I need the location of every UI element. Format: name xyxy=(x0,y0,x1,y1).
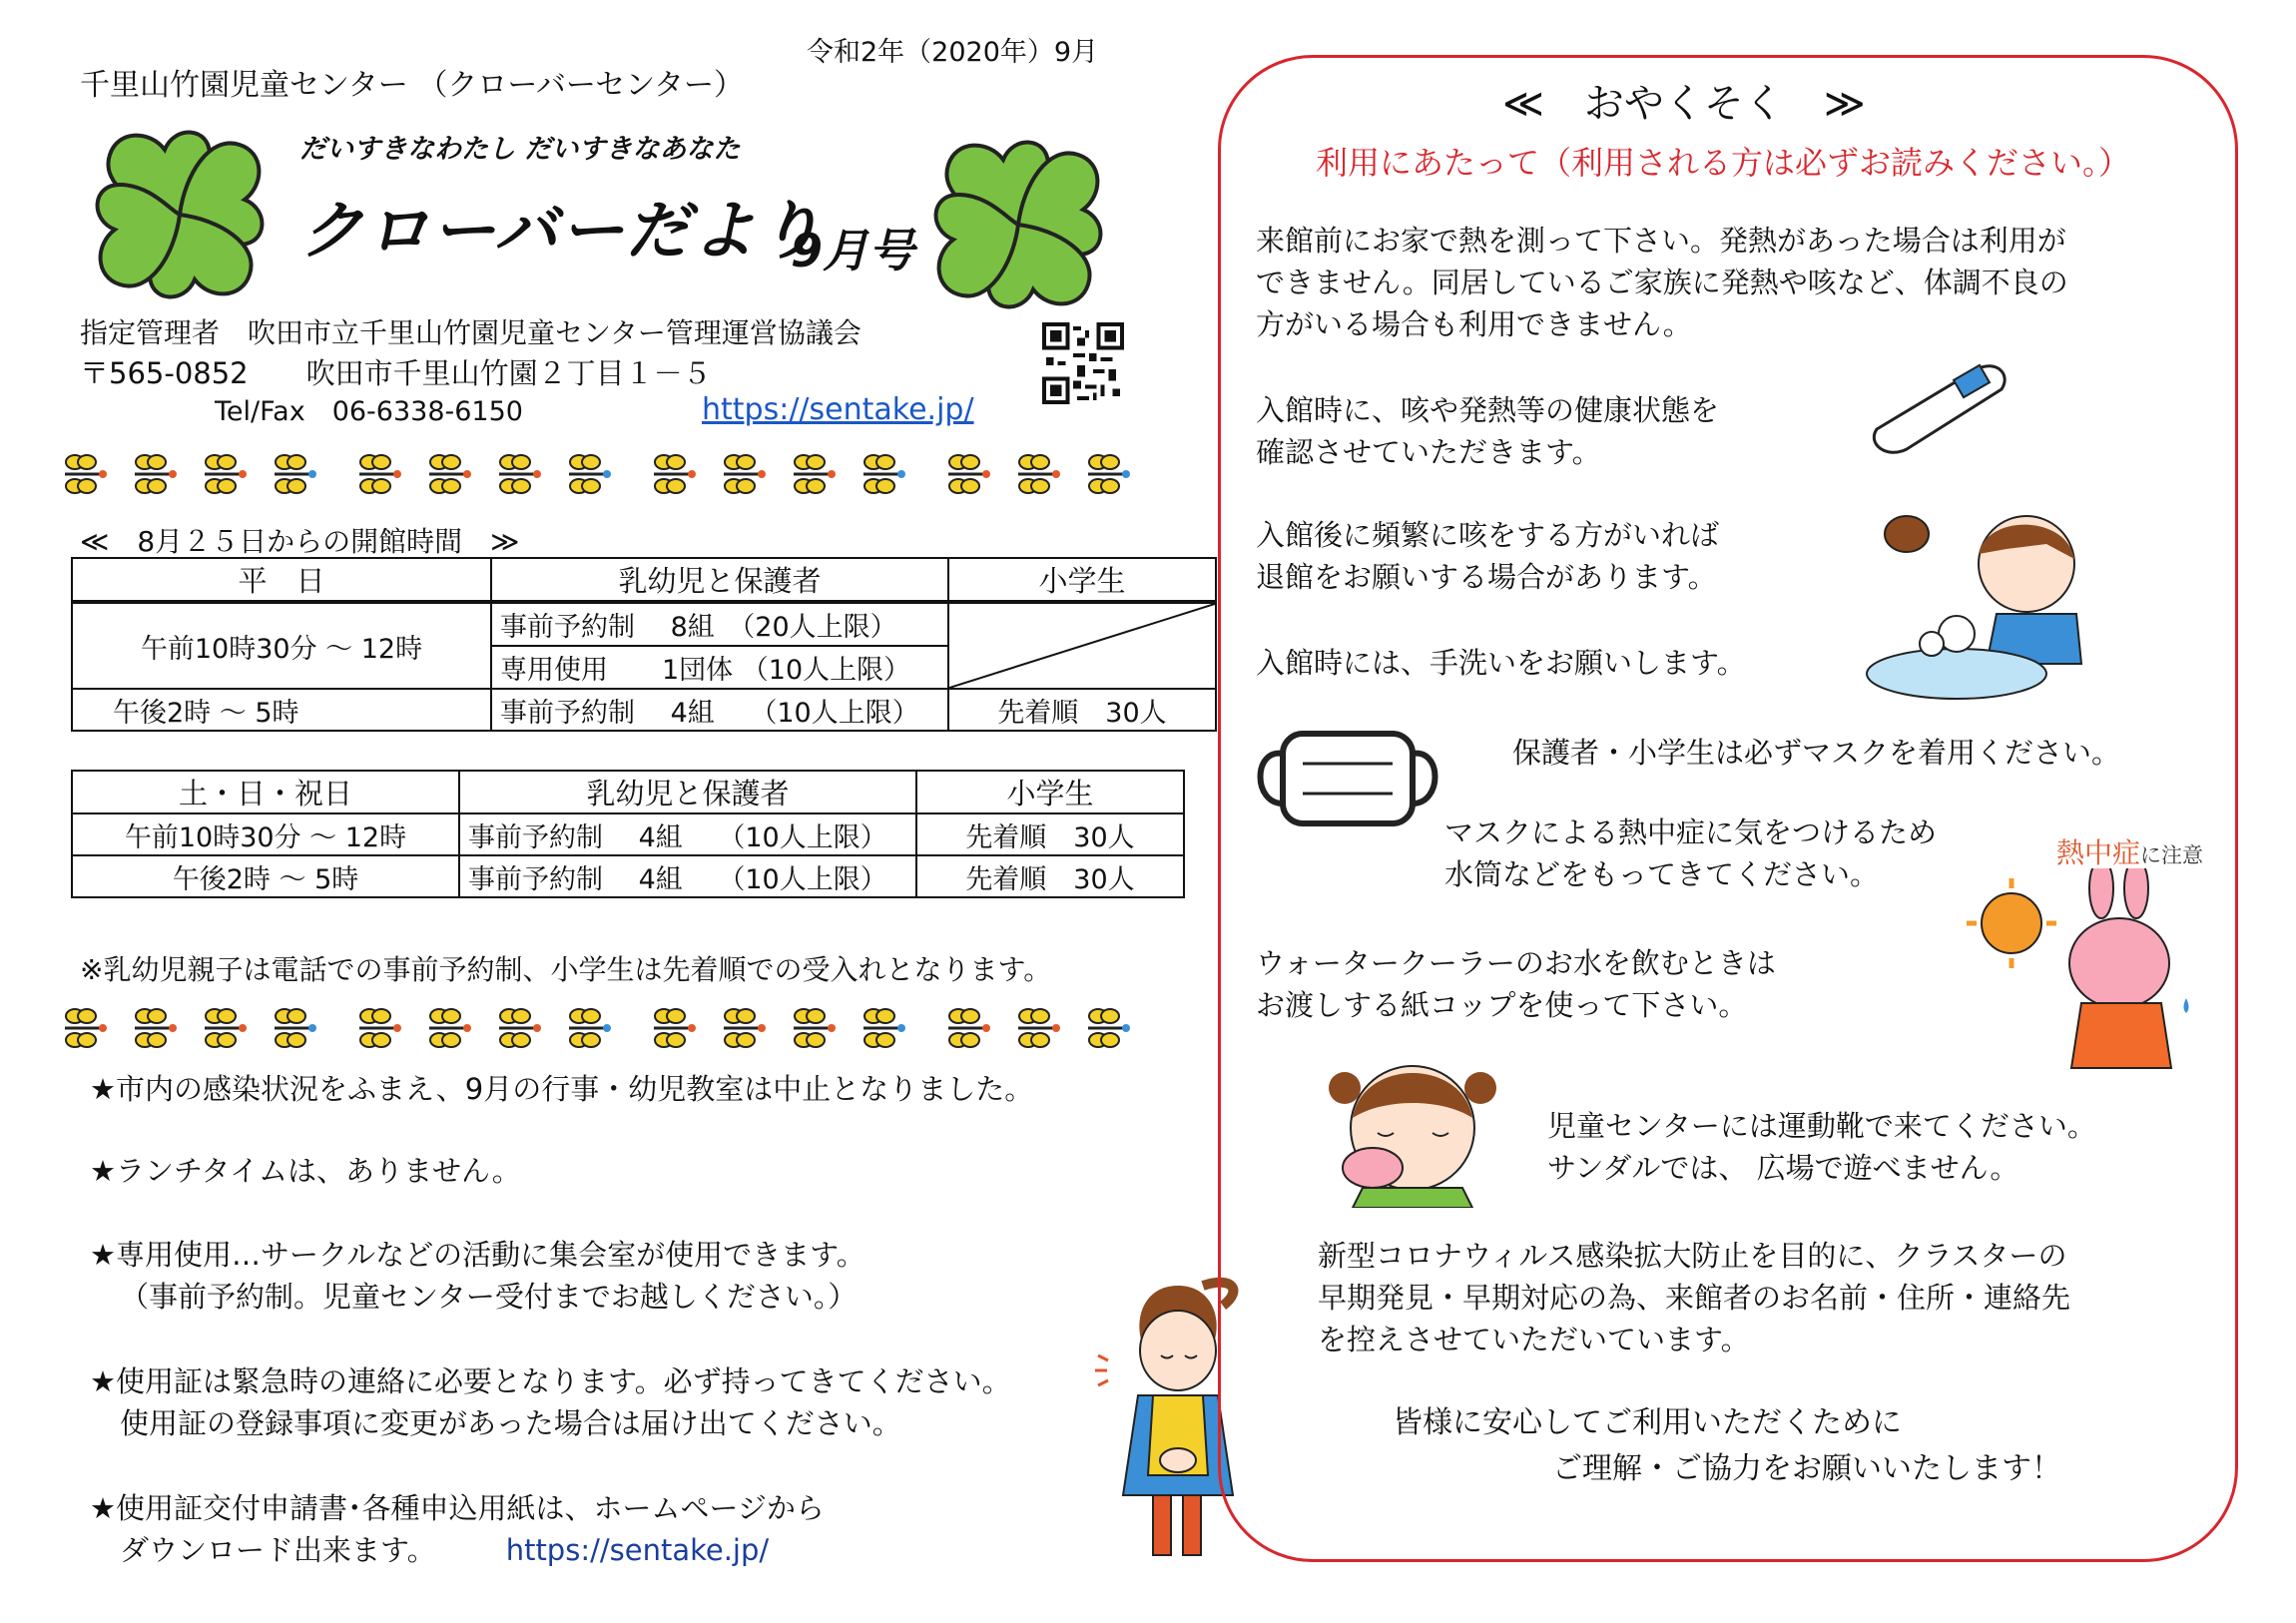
table-cell: 先着順 30人 xyxy=(948,689,1216,731)
rules-title: ≪ おやくそく ≫ xyxy=(1502,81,1866,127)
table-cell: 事前予約制 4組 （10人上限） xyxy=(459,855,916,897)
rule-mask: 保護者・小学生は必ずマスクを着用ください。 xyxy=(1512,736,2121,770)
dragonfly-border-top xyxy=(60,444,1198,504)
notice-line: 使用証の登録事項に変更があった場合は届け出てください。 xyxy=(120,1406,901,1440)
rule-contact-tracing xyxy=(1318,1235,2070,1360)
table-header: 乳幼児と保護者 xyxy=(491,558,948,602)
table-cell: 午後2時 ～ 5時 xyxy=(72,689,491,731)
table-row xyxy=(72,813,1184,855)
address-line: 〒565-0852 吹田市千里山竹園２丁目１－５ xyxy=(80,356,712,390)
rule-line: 新型コロナウィルス感染拡大防止を目的に、クラスターの xyxy=(1318,1239,2067,1273)
table-cell: 専用使用 1団体 （10人上限） xyxy=(491,646,948,689)
rule-line: を控えさせていただいています。 xyxy=(1318,1323,1750,1356)
drinking-girl-illustration xyxy=(1323,1048,1502,1208)
heatstroke-warning-label xyxy=(2056,831,2203,871)
heat-label-small: に注意 xyxy=(2140,843,2204,867)
clover-left-icon xyxy=(80,115,280,314)
table-cell: 午後2時 ～ 5時 xyxy=(72,855,459,897)
issue-date: 令和2年（2020年）9月 xyxy=(807,37,1099,68)
notice-text: ダウンロード出来ます。 xyxy=(120,1533,436,1567)
rule-health-check xyxy=(1256,389,1719,473)
rule-shoes xyxy=(1547,1105,2096,1189)
notice-forms xyxy=(90,1487,825,1571)
sun-rabbit-illustration xyxy=(1952,868,2201,1098)
diagonal-cell xyxy=(948,602,1216,689)
table-header-row xyxy=(72,771,1184,813)
table-cell: 事前予約制 8組 （20人上限） xyxy=(491,602,948,646)
rule-line: 水筒などをもってきてください。 xyxy=(1444,857,1880,891)
manager-line: 指定管理者 吹田市立千里山竹園児童センター管理運営協議会 xyxy=(80,316,861,349)
rule-line: 児童センターには運動靴で来てください。 xyxy=(1547,1109,2096,1143)
table-cell: 午前10時30分 ～ 12時 xyxy=(72,813,459,855)
table-cell: 午前10時30分 ～ 12時 xyxy=(72,602,491,689)
weekend-hours-table xyxy=(71,770,1185,898)
table-header: 小学生 xyxy=(916,771,1184,813)
weekday-hours-table xyxy=(71,557,1217,732)
table-header: 平 日 xyxy=(72,558,491,602)
rule-line: マスクによる熱中症に気をつけるため xyxy=(1444,815,1938,849)
rule-line: 入館時に、咳や発熱等の健康状態を xyxy=(1256,393,1720,427)
rule-line: 早期発見・早期対応の為、来館者のお名前・住所・連絡先 xyxy=(1318,1281,2071,1315)
dragonfly-border-bottom xyxy=(60,998,1198,1058)
thermometer-icon xyxy=(1857,349,2016,459)
rule-water-cooler xyxy=(1256,942,1776,1026)
table-header: 乳幼児と保護者 xyxy=(459,771,916,813)
notice-line xyxy=(90,1529,825,1571)
heat-label-main: 熱中症 xyxy=(2056,836,2141,869)
rule-line: お渡しする紙コップを使って下さい。 xyxy=(1256,988,1748,1022)
table-header: 小学生 xyxy=(948,558,1216,602)
table-row xyxy=(72,602,1216,646)
table-cell: 先着順 30人 xyxy=(916,855,1184,897)
table-row xyxy=(72,689,1216,731)
center-name: 千里山竹園児童センター （クローバーセンター） xyxy=(80,68,745,103)
clover-right-icon xyxy=(918,125,1118,324)
rule-heatstroke xyxy=(1444,812,1937,895)
notice-line: ★使用証交付申請書･各種申込用紙は、ホームページから xyxy=(90,1491,825,1525)
rule-cough xyxy=(1256,514,1719,598)
website-link[interactable]: https://sentake.jp/ xyxy=(702,392,974,427)
rules-subtitle: 利用にあたって（利用される方は必ずお読みください。） xyxy=(1316,144,2131,182)
closing-line-2: ご理解・ご協力をお願いいたします！ xyxy=(1552,1451,2061,1486)
issue-number: 9月号 xyxy=(791,224,915,277)
newsletter-title: クローバーだより xyxy=(299,195,824,269)
rule-line: ウォータークーラーのお水を飲むときは xyxy=(1256,946,1776,980)
table-row xyxy=(72,855,1184,897)
table-cell: 先着順 30人 xyxy=(916,813,1184,855)
rule-line: 確認させていただきます。 xyxy=(1256,435,1601,469)
rule-temperature xyxy=(1256,220,2068,345)
handwashing-boy-illustration xyxy=(1847,504,2086,704)
notice-exclusive-use xyxy=(90,1234,865,1318)
rule-line: できません。同居しているご家族に発熱や咳など、体調不良の xyxy=(1256,266,2068,299)
mask-icon xyxy=(1243,719,1452,838)
rule-line: 来館前にお家で熱を測って下さい。発熱があった場合は利用が xyxy=(1256,224,2066,258)
hours-title: ≪ 8月２５日からの開館時間 ≫ xyxy=(80,525,520,558)
notice-line: ★使用証は緊急時の連絡に必要となります。必ず持ってきてください。 xyxy=(90,1364,1011,1398)
download-link[interactable]: https://sentake.jp/ xyxy=(505,1533,770,1567)
rule-line: 退館をお願いする場合があります。 xyxy=(1256,560,1717,594)
catchphrase: だいすきなわたし だいすきなあなた xyxy=(299,134,741,165)
tel-line: Tel/Fax 06-6338-6150 xyxy=(215,396,523,427)
table-cell: 事前予約制 4組 （10人上限） xyxy=(491,689,948,731)
notice-events-cancelled: ★市内の感染状況をふまえ、9月の行事・幼児教室は中止となりました。 xyxy=(90,1072,1034,1106)
rule-handwash: 入館時には、手洗いをお願いします。 xyxy=(1256,646,1746,680)
notice-usage-card xyxy=(90,1360,1011,1444)
rule-line: 方がいる場合も利用できません。 xyxy=(1256,307,1692,341)
qr-code-icon xyxy=(1042,322,1124,404)
closing-line-1: 皆様に安心してご利用いただくために xyxy=(1393,1405,1902,1440)
rule-line: サンダルでは、 広場で遊べません。 xyxy=(1547,1151,2019,1185)
table-header-row xyxy=(72,558,1216,602)
rule-line: 入館後に頻繁に咳をする方がいれば xyxy=(1256,518,1720,552)
reservation-note: ※乳幼児親子は電話での事前予約制、小学生は先着順での受入れとなります。 xyxy=(80,953,1052,986)
table-cell: 事前予約制 4組 （10人上限） xyxy=(459,813,916,855)
notice-no-lunch: ★ランチタイムは、ありません。 xyxy=(90,1154,521,1188)
notice-line: ★専用使用…サークルなどの活動に集会室が使用できます。 xyxy=(90,1238,865,1272)
notice-line: （事前予約制。児童センター受付までお越しください。） xyxy=(120,1280,858,1314)
table-header: 土・日・祝日 xyxy=(72,771,459,813)
diagonal-line-icon xyxy=(949,604,1215,688)
